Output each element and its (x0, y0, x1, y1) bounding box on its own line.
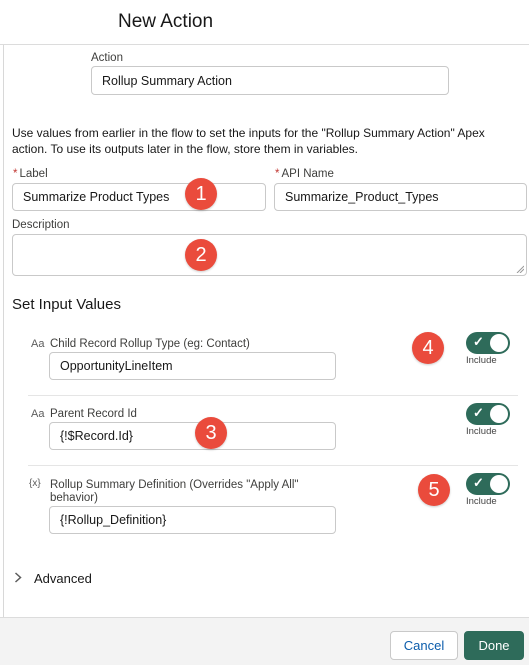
input-label: Rollup Summary Definition (Overrides "Apply All" behavior) (50, 479, 299, 504)
advanced-label: Advanced (34, 571, 92, 586)
api-name-input[interactable] (274, 183, 527, 211)
label-value: Summarize Product Types (23, 190, 170, 204)
done-button[interactable]: Done (464, 631, 524, 660)
left-divider (3, 45, 4, 617)
required-mark: * (275, 168, 280, 180)
modal-title: New Action (118, 11, 214, 32)
modal-header (0, 0, 529, 45)
badge-5: 5 (418, 474, 450, 506)
badge-1: 1 (185, 178, 217, 210)
include-toggle[interactable] (466, 332, 510, 354)
api-name-value: Summarize_Product_Types (285, 190, 439, 204)
checkmark-icon: ✓ (473, 334, 484, 349)
variable-type-icon: {x} (29, 478, 41, 489)
badge-2: 2 (185, 239, 217, 271)
chevron-right-icon (14, 571, 28, 586)
api-name-field-label: * API Name (275, 168, 334, 180)
advanced-section[interactable] (14, 571, 92, 586)
include-label: Include (466, 355, 497, 366)
row-divider (28, 395, 518, 396)
include-label: Include (466, 496, 497, 507)
badge-3: 3 (195, 417, 227, 449)
label-field-label: * Label (13, 168, 48, 180)
intro-text: Use values from earlier in the flow to set the inputs for the "Rollup Summary Action" Apex action. To use its outputs later in the flow, store them in variables. (12, 126, 485, 156)
badge-4: 4 (412, 332, 444, 364)
resize-handle-icon[interactable] (516, 265, 524, 273)
required-mark: * (13, 168, 18, 180)
section-title: Set Input Values (12, 296, 121, 313)
input-label: Parent Record Id (50, 408, 137, 420)
action-label: Action (91, 52, 123, 64)
checkmark-icon: ✓ (473, 475, 484, 490)
description-textarea[interactable] (12, 234, 527, 276)
modal-footer (0, 617, 529, 665)
input-field[interactable] (49, 506, 336, 534)
input-value: OpportunityLineItem (60, 359, 173, 373)
input-field[interactable] (49, 422, 336, 450)
include-label: Include (466, 426, 497, 437)
checkmark-icon: ✓ (473, 405, 484, 420)
cancel-button[interactable]: Cancel (390, 631, 458, 660)
label-input[interactable] (12, 183, 266, 211)
text-type-icon: Aa (31, 338, 45, 350)
text-type-icon: Aa (31, 408, 45, 420)
include-toggle[interactable] (466, 473, 510, 495)
action-input[interactable] (91, 66, 449, 95)
input-label: Child Record Rollup Type (eg: Contact) (50, 338, 250, 350)
input-field[interactable] (49, 352, 336, 380)
input-value: {!Rollup_Definition} (60, 513, 167, 527)
include-toggle[interactable] (466, 403, 510, 425)
description-label: Description (12, 219, 70, 231)
action-value: Rollup Summary Action (102, 73, 232, 88)
input-value: {!$Record.Id} (60, 429, 133, 443)
row-divider (28, 465, 518, 466)
